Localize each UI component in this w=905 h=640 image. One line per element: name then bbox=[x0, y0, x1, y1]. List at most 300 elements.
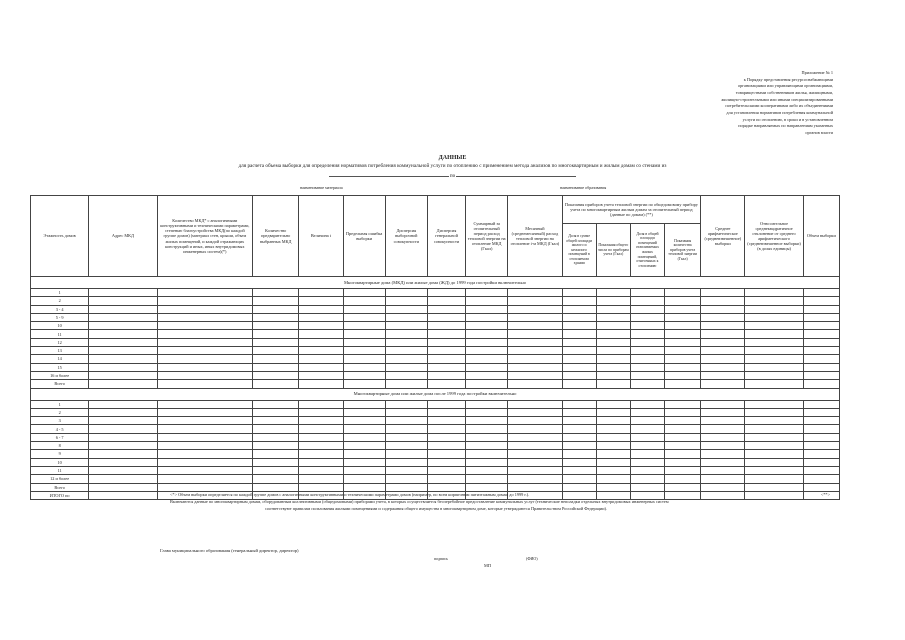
section-row bbox=[31, 277, 840, 289]
table-cell bbox=[701, 330, 745, 338]
table-cell bbox=[630, 380, 664, 388]
row-label: 3 - 4 bbox=[31, 305, 89, 313]
table-cell bbox=[596, 417, 630, 425]
table-cell bbox=[745, 313, 803, 321]
table-cell bbox=[630, 322, 664, 330]
table-cell bbox=[803, 363, 839, 371]
row-label: 11 bbox=[31, 330, 89, 338]
table-cell bbox=[343, 338, 385, 346]
table-cell bbox=[596, 458, 630, 466]
table-cell bbox=[466, 433, 508, 441]
table-row bbox=[31, 347, 840, 355]
table-cell bbox=[253, 289, 299, 297]
table-cell bbox=[508, 347, 562, 355]
table-cell bbox=[745, 442, 803, 450]
table-cell bbox=[562, 458, 596, 466]
table-cell bbox=[508, 483, 562, 491]
table-cell bbox=[508, 371, 562, 379]
table-cell bbox=[803, 475, 839, 483]
table-cell bbox=[630, 442, 664, 450]
table-cell bbox=[253, 417, 299, 425]
col-header-rel-deviation: Относительное среднеквадратичное отклонение от среднего арифметического (средневзвешенное выборки) (в долях единицы) bbox=[745, 196, 803, 277]
table-cell bbox=[427, 363, 465, 371]
table-cell bbox=[562, 450, 596, 458]
row-label: 3 bbox=[31, 417, 89, 425]
table-cell bbox=[745, 408, 803, 416]
table-cell bbox=[596, 330, 630, 338]
table-cell bbox=[427, 442, 465, 450]
footnote-2: Включаются данные по многоквартирным домам, оборудованным коллективными (общедомовыми) приборами учета, в которых осуществляется бесперебойное предоставление коммунальных услуг (технические неполадки отдельных внутридомовых инженерных систем bbox=[170, 498, 669, 504]
table-cell bbox=[803, 371, 839, 379]
table-cell bbox=[745, 355, 803, 363]
col-header-error: Предельная ошибка выборки bbox=[343, 196, 385, 277]
table-cell bbox=[665, 458, 701, 466]
stamp-place: МП bbox=[484, 563, 491, 568]
table-cell bbox=[253, 400, 299, 408]
caption-region: наименование образования bbox=[560, 185, 607, 190]
table-cell bbox=[630, 450, 664, 458]
table-cell bbox=[701, 322, 745, 330]
table-cell bbox=[427, 433, 465, 441]
table-cell bbox=[427, 380, 465, 388]
table-cell bbox=[562, 466, 596, 474]
row-label: ИТОГО по bbox=[31, 491, 89, 499]
table-cell bbox=[89, 355, 157, 363]
table-cell bbox=[89, 408, 157, 416]
table-cell bbox=[745, 330, 803, 338]
table-cell bbox=[745, 305, 803, 313]
table-cell bbox=[596, 450, 630, 458]
table-cell bbox=[630, 330, 664, 338]
table-cell bbox=[385, 313, 427, 321]
table-cell bbox=[665, 297, 701, 305]
table-cell bbox=[665, 347, 701, 355]
table-cell bbox=[466, 330, 508, 338]
table-cell bbox=[343, 330, 385, 338]
table-cell bbox=[630, 313, 664, 321]
table-cell bbox=[701, 475, 745, 483]
table-cell bbox=[299, 417, 343, 425]
table-cell bbox=[596, 363, 630, 371]
table-cell bbox=[157, 297, 252, 305]
table-cell bbox=[385, 371, 427, 379]
table-cell bbox=[253, 355, 299, 363]
col-header-sample-variance: Дисперсия выборочной совокупности bbox=[385, 196, 427, 277]
table-cell bbox=[596, 408, 630, 416]
table-cell bbox=[630, 458, 664, 466]
table-row bbox=[31, 417, 840, 425]
table-cell bbox=[508, 475, 562, 483]
document-title: ДАННЫЕ bbox=[438, 155, 467, 161]
table-row bbox=[31, 433, 840, 441]
table-cell bbox=[562, 297, 596, 305]
table-cell bbox=[89, 425, 157, 433]
blank-field-material bbox=[329, 171, 449, 177]
table-cell bbox=[343, 297, 385, 305]
document-subtitle: для расчета объема выборки для определения нормативов потребления коммунальной услуги по отоплению с применением метода анализов по многоквартирным и жилым домам со стенами из bbox=[238, 163, 667, 169]
table-cell bbox=[385, 330, 427, 338]
table-cell bbox=[299, 450, 343, 458]
footnotes bbox=[170, 492, 830, 513]
table-cell bbox=[701, 297, 745, 305]
table-cell bbox=[157, 425, 252, 433]
table-cell bbox=[665, 400, 701, 408]
subheader-2: Показания общего числа по приборам учета (Гкал) bbox=[596, 224, 630, 277]
table-cell bbox=[343, 475, 385, 483]
table-cell bbox=[157, 330, 252, 338]
table-cell bbox=[701, 466, 745, 474]
table-cell bbox=[803, 330, 839, 338]
row-label: 2 bbox=[31, 297, 89, 305]
table-cell bbox=[508, 417, 562, 425]
table-row bbox=[31, 483, 840, 491]
caption-signature: подпись bbox=[434, 556, 448, 561]
table-cell bbox=[343, 466, 385, 474]
table-cell bbox=[385, 363, 427, 371]
table-cell bbox=[299, 466, 343, 474]
row-label: 16 и более bbox=[31, 371, 89, 379]
table-cell bbox=[562, 305, 596, 313]
table-cell bbox=[803, 483, 839, 491]
table-cell bbox=[745, 338, 803, 346]
table-cell bbox=[427, 425, 465, 433]
table-cell bbox=[803, 466, 839, 474]
footnote-3: соответствуют правилам пользования жилыми помещениями и содержания общего имущества в многоквартирном доме, которые утверждаются Правительством Российской Федерации). bbox=[265, 505, 608, 511]
appendix-line: жилищно-строительными или иными специализированными bbox=[721, 96, 833, 102]
table-cell bbox=[157, 322, 252, 330]
table-cell bbox=[630, 363, 664, 371]
table-cell bbox=[466, 363, 508, 371]
table-cell bbox=[466, 483, 508, 491]
table-cell bbox=[466, 347, 508, 355]
table-cell bbox=[385, 355, 427, 363]
table-cell bbox=[466, 305, 508, 313]
table-cell bbox=[299, 380, 343, 388]
table-cell bbox=[596, 442, 630, 450]
table-cell bbox=[427, 330, 465, 338]
table-cell bbox=[630, 347, 664, 355]
table-cell bbox=[427, 475, 465, 483]
table-cell bbox=[630, 338, 664, 346]
table-cell bbox=[427, 458, 465, 466]
table-cell bbox=[665, 322, 701, 330]
table-cell bbox=[299, 289, 343, 297]
table-cell bbox=[385, 458, 427, 466]
table-cell bbox=[299, 458, 343, 466]
table-cell bbox=[701, 289, 745, 297]
row-label: 10 bbox=[31, 322, 89, 330]
table-row bbox=[31, 371, 840, 379]
table-cell bbox=[89, 475, 157, 483]
table-cell bbox=[157, 408, 252, 416]
table-cell bbox=[466, 313, 508, 321]
table-cell bbox=[466, 297, 508, 305]
table-cell bbox=[665, 408, 701, 416]
table-cell bbox=[562, 363, 596, 371]
table-cell bbox=[665, 425, 701, 433]
appendix-line: органов власти bbox=[805, 129, 833, 135]
table-cell bbox=[385, 483, 427, 491]
col-header-mean: Среднее арифметическое (средневзвешенное) выборки bbox=[701, 196, 745, 277]
table-cell bbox=[596, 371, 630, 379]
table-cell bbox=[157, 450, 252, 458]
table-cell bbox=[745, 458, 803, 466]
caption-material: наименование материала bbox=[300, 185, 343, 190]
table-cell bbox=[299, 347, 343, 355]
table-cell bbox=[89, 297, 157, 305]
table-cell bbox=[596, 433, 630, 441]
table-cell bbox=[596, 305, 630, 313]
col-header-monthly-heat: Месячный (среднемесячный) расход тепловой энергии на отопление i-м МКД (Гкал) bbox=[508, 196, 562, 277]
table-cell bbox=[427, 313, 465, 321]
table-cell bbox=[427, 297, 465, 305]
table-cell bbox=[745, 417, 803, 425]
table-cell bbox=[803, 450, 839, 458]
table-cell bbox=[89, 338, 157, 346]
table-cell bbox=[385, 400, 427, 408]
section-title: Многоквартирные дома (МКД) или жилые дома (ЖД) до 1999 года постройки включительно bbox=[31, 277, 840, 289]
table-cell bbox=[701, 408, 745, 416]
table-cell bbox=[157, 289, 252, 297]
table-cell bbox=[299, 475, 343, 483]
table-cell bbox=[665, 417, 701, 425]
table-cell bbox=[343, 417, 385, 425]
table-cell bbox=[253, 450, 299, 458]
table-row bbox=[31, 408, 840, 416]
table-cell bbox=[745, 483, 803, 491]
table-row bbox=[31, 475, 840, 483]
table-cell bbox=[253, 363, 299, 371]
table-cell bbox=[343, 425, 385, 433]
table-cell bbox=[803, 297, 839, 305]
table-cell bbox=[343, 408, 385, 416]
table-cell bbox=[596, 400, 630, 408]
table-row bbox=[31, 400, 840, 408]
table-row bbox=[31, 466, 840, 474]
table-cell bbox=[466, 466, 508, 474]
row-label: 12 bbox=[31, 338, 89, 346]
table-cell bbox=[385, 466, 427, 474]
table-cell bbox=[596, 355, 630, 363]
table-cell bbox=[427, 322, 465, 330]
table-cell bbox=[343, 289, 385, 297]
table-cell bbox=[427, 289, 465, 297]
table-cell bbox=[596, 425, 630, 433]
table-cell bbox=[630, 475, 664, 483]
data-table bbox=[30, 195, 840, 500]
table-cell bbox=[745, 450, 803, 458]
table-cell bbox=[745, 433, 803, 441]
table-cell bbox=[157, 347, 252, 355]
appendix-line: порядке направляемых по направлениям указанных bbox=[738, 123, 833, 129]
table-cell bbox=[253, 433, 299, 441]
row-label: 12 и более bbox=[31, 475, 89, 483]
table-cell bbox=[562, 338, 596, 346]
table-cell bbox=[508, 322, 562, 330]
table-cell bbox=[253, 408, 299, 416]
table-cell bbox=[466, 442, 508, 450]
table-cell bbox=[701, 425, 745, 433]
table-cell bbox=[596, 483, 630, 491]
table-cell bbox=[803, 442, 839, 450]
col-header-address: Адрес МКД bbox=[89, 196, 157, 277]
table-cell bbox=[701, 338, 745, 346]
table-cell bbox=[89, 322, 157, 330]
table-cell bbox=[562, 313, 596, 321]
table-cell bbox=[508, 363, 562, 371]
table-cell bbox=[508, 466, 562, 474]
table-cell bbox=[427, 417, 465, 425]
table-cell bbox=[745, 297, 803, 305]
table-cell bbox=[157, 475, 252, 483]
table-cell bbox=[343, 450, 385, 458]
table-cell bbox=[466, 400, 508, 408]
table-cell bbox=[803, 338, 839, 346]
table-cell bbox=[630, 483, 664, 491]
table-cell bbox=[466, 322, 508, 330]
section-row bbox=[31, 388, 840, 400]
table-cell bbox=[157, 417, 252, 425]
table-cell bbox=[596, 466, 630, 474]
table-cell bbox=[665, 338, 701, 346]
signature-label: Глава муниципального образования (генеральный директор, директор) bbox=[160, 548, 299, 553]
table-cell bbox=[427, 305, 465, 313]
table-cell bbox=[89, 347, 157, 355]
table-cell bbox=[343, 433, 385, 441]
table-cell bbox=[343, 347, 385, 355]
table-cell bbox=[508, 458, 562, 466]
row-label: 15 bbox=[31, 363, 89, 371]
table-cell bbox=[299, 425, 343, 433]
table-cell bbox=[253, 297, 299, 305]
table-cell bbox=[466, 458, 508, 466]
table-cell bbox=[562, 433, 596, 441]
table-cell bbox=[701, 313, 745, 321]
table-cell bbox=[596, 347, 630, 355]
table-cell bbox=[157, 400, 252, 408]
table-row bbox=[31, 442, 840, 450]
table-cell bbox=[343, 400, 385, 408]
caption-fio: (ФИО) bbox=[526, 556, 538, 561]
table-cell bbox=[299, 483, 343, 491]
table-cell bbox=[253, 322, 299, 330]
table-cell bbox=[466, 475, 508, 483]
table-cell bbox=[89, 289, 157, 297]
table-cell bbox=[343, 305, 385, 313]
appendix-line: услуги по отоплению, в сроки и в установленном bbox=[742, 116, 833, 122]
table-cell bbox=[299, 297, 343, 305]
table-cell bbox=[427, 483, 465, 491]
table-cell bbox=[630, 371, 664, 379]
table-cell bbox=[299, 363, 343, 371]
table-cell bbox=[427, 450, 465, 458]
table-cell bbox=[299, 400, 343, 408]
appendix-line: потребительскими кооперативами либо их объединениями bbox=[725, 103, 833, 109]
table-cell bbox=[385, 417, 427, 425]
table-cell bbox=[508, 408, 562, 416]
table-cell bbox=[466, 408, 508, 416]
table-cell bbox=[89, 483, 157, 491]
table-cell bbox=[466, 450, 508, 458]
table-cell bbox=[343, 313, 385, 321]
table-cell bbox=[665, 380, 701, 388]
row-label: Всего bbox=[31, 380, 89, 388]
col-header-preselected: Количество предварительно выбранных МКД bbox=[253, 196, 299, 277]
table-cell bbox=[427, 400, 465, 408]
table-cell bbox=[299, 408, 343, 416]
table-cell bbox=[343, 483, 385, 491]
table-cell bbox=[89, 371, 157, 379]
table-cell bbox=[630, 466, 664, 474]
table-cell bbox=[630, 297, 664, 305]
table-cell bbox=[508, 450, 562, 458]
table-cell bbox=[299, 442, 343, 450]
table-cell bbox=[157, 355, 252, 363]
table-cell bbox=[89, 442, 157, 450]
table-cell bbox=[253, 475, 299, 483]
appendix-line: Приложение № 1 bbox=[801, 70, 833, 75]
table-cell bbox=[562, 380, 596, 388]
table-cell bbox=[385, 408, 427, 416]
col-header-total-heat: Суммарный за отопительный период расход тепловой энергии на отопление МКД (Гкал) bbox=[466, 196, 508, 277]
row-label: 9 bbox=[31, 450, 89, 458]
table-cell bbox=[299, 305, 343, 313]
table-cell bbox=[596, 289, 630, 297]
table-cell bbox=[803, 433, 839, 441]
table-cell bbox=[745, 475, 803, 483]
table-cell bbox=[508, 330, 562, 338]
table-cell bbox=[803, 289, 839, 297]
table-cell bbox=[385, 289, 427, 297]
table-cell bbox=[562, 483, 596, 491]
row-label: Всего bbox=[31, 483, 89, 491]
table-cell bbox=[385, 347, 427, 355]
table-cell bbox=[253, 371, 299, 379]
appendix-line: организациями или управляющими организациями, bbox=[737, 83, 833, 89]
table-cell bbox=[385, 442, 427, 450]
table-cell bbox=[562, 408, 596, 416]
table-cell bbox=[385, 475, 427, 483]
table-cell bbox=[89, 433, 157, 441]
table-cell bbox=[701, 363, 745, 371]
table-cell bbox=[745, 380, 803, 388]
table-cell bbox=[385, 433, 427, 441]
table-cell bbox=[701, 305, 745, 313]
table-cell bbox=[508, 425, 562, 433]
table-cell bbox=[427, 338, 465, 346]
appendix-block bbox=[613, 70, 833, 137]
subtitle-line-2 bbox=[0, 171, 905, 179]
table-cell bbox=[745, 400, 803, 408]
table-row bbox=[31, 330, 840, 338]
table-cell bbox=[253, 313, 299, 321]
table-cell bbox=[253, 330, 299, 338]
table-cell bbox=[630, 355, 664, 363]
table-cell bbox=[803, 417, 839, 425]
table-cell bbox=[385, 450, 427, 458]
table-row bbox=[31, 363, 840, 371]
table-cell bbox=[157, 433, 252, 441]
table-cell bbox=[508, 305, 562, 313]
table-row bbox=[31, 338, 840, 346]
row-label: 13 bbox=[31, 347, 89, 355]
table-row bbox=[31, 313, 840, 321]
table-cell bbox=[466, 425, 508, 433]
footnote-1: <*> Объем выборки определяется по каждой группе домов с аналогичными конструктивными и техническими параметрами домов (например, по всем кирпичным пятиэтажным домам до 1999 г.). bbox=[170, 492, 530, 497]
table-cell bbox=[665, 475, 701, 483]
appendix-line: к Порядку представления ресурсоснабжающими bbox=[743, 76, 833, 82]
table-cell bbox=[596, 475, 630, 483]
